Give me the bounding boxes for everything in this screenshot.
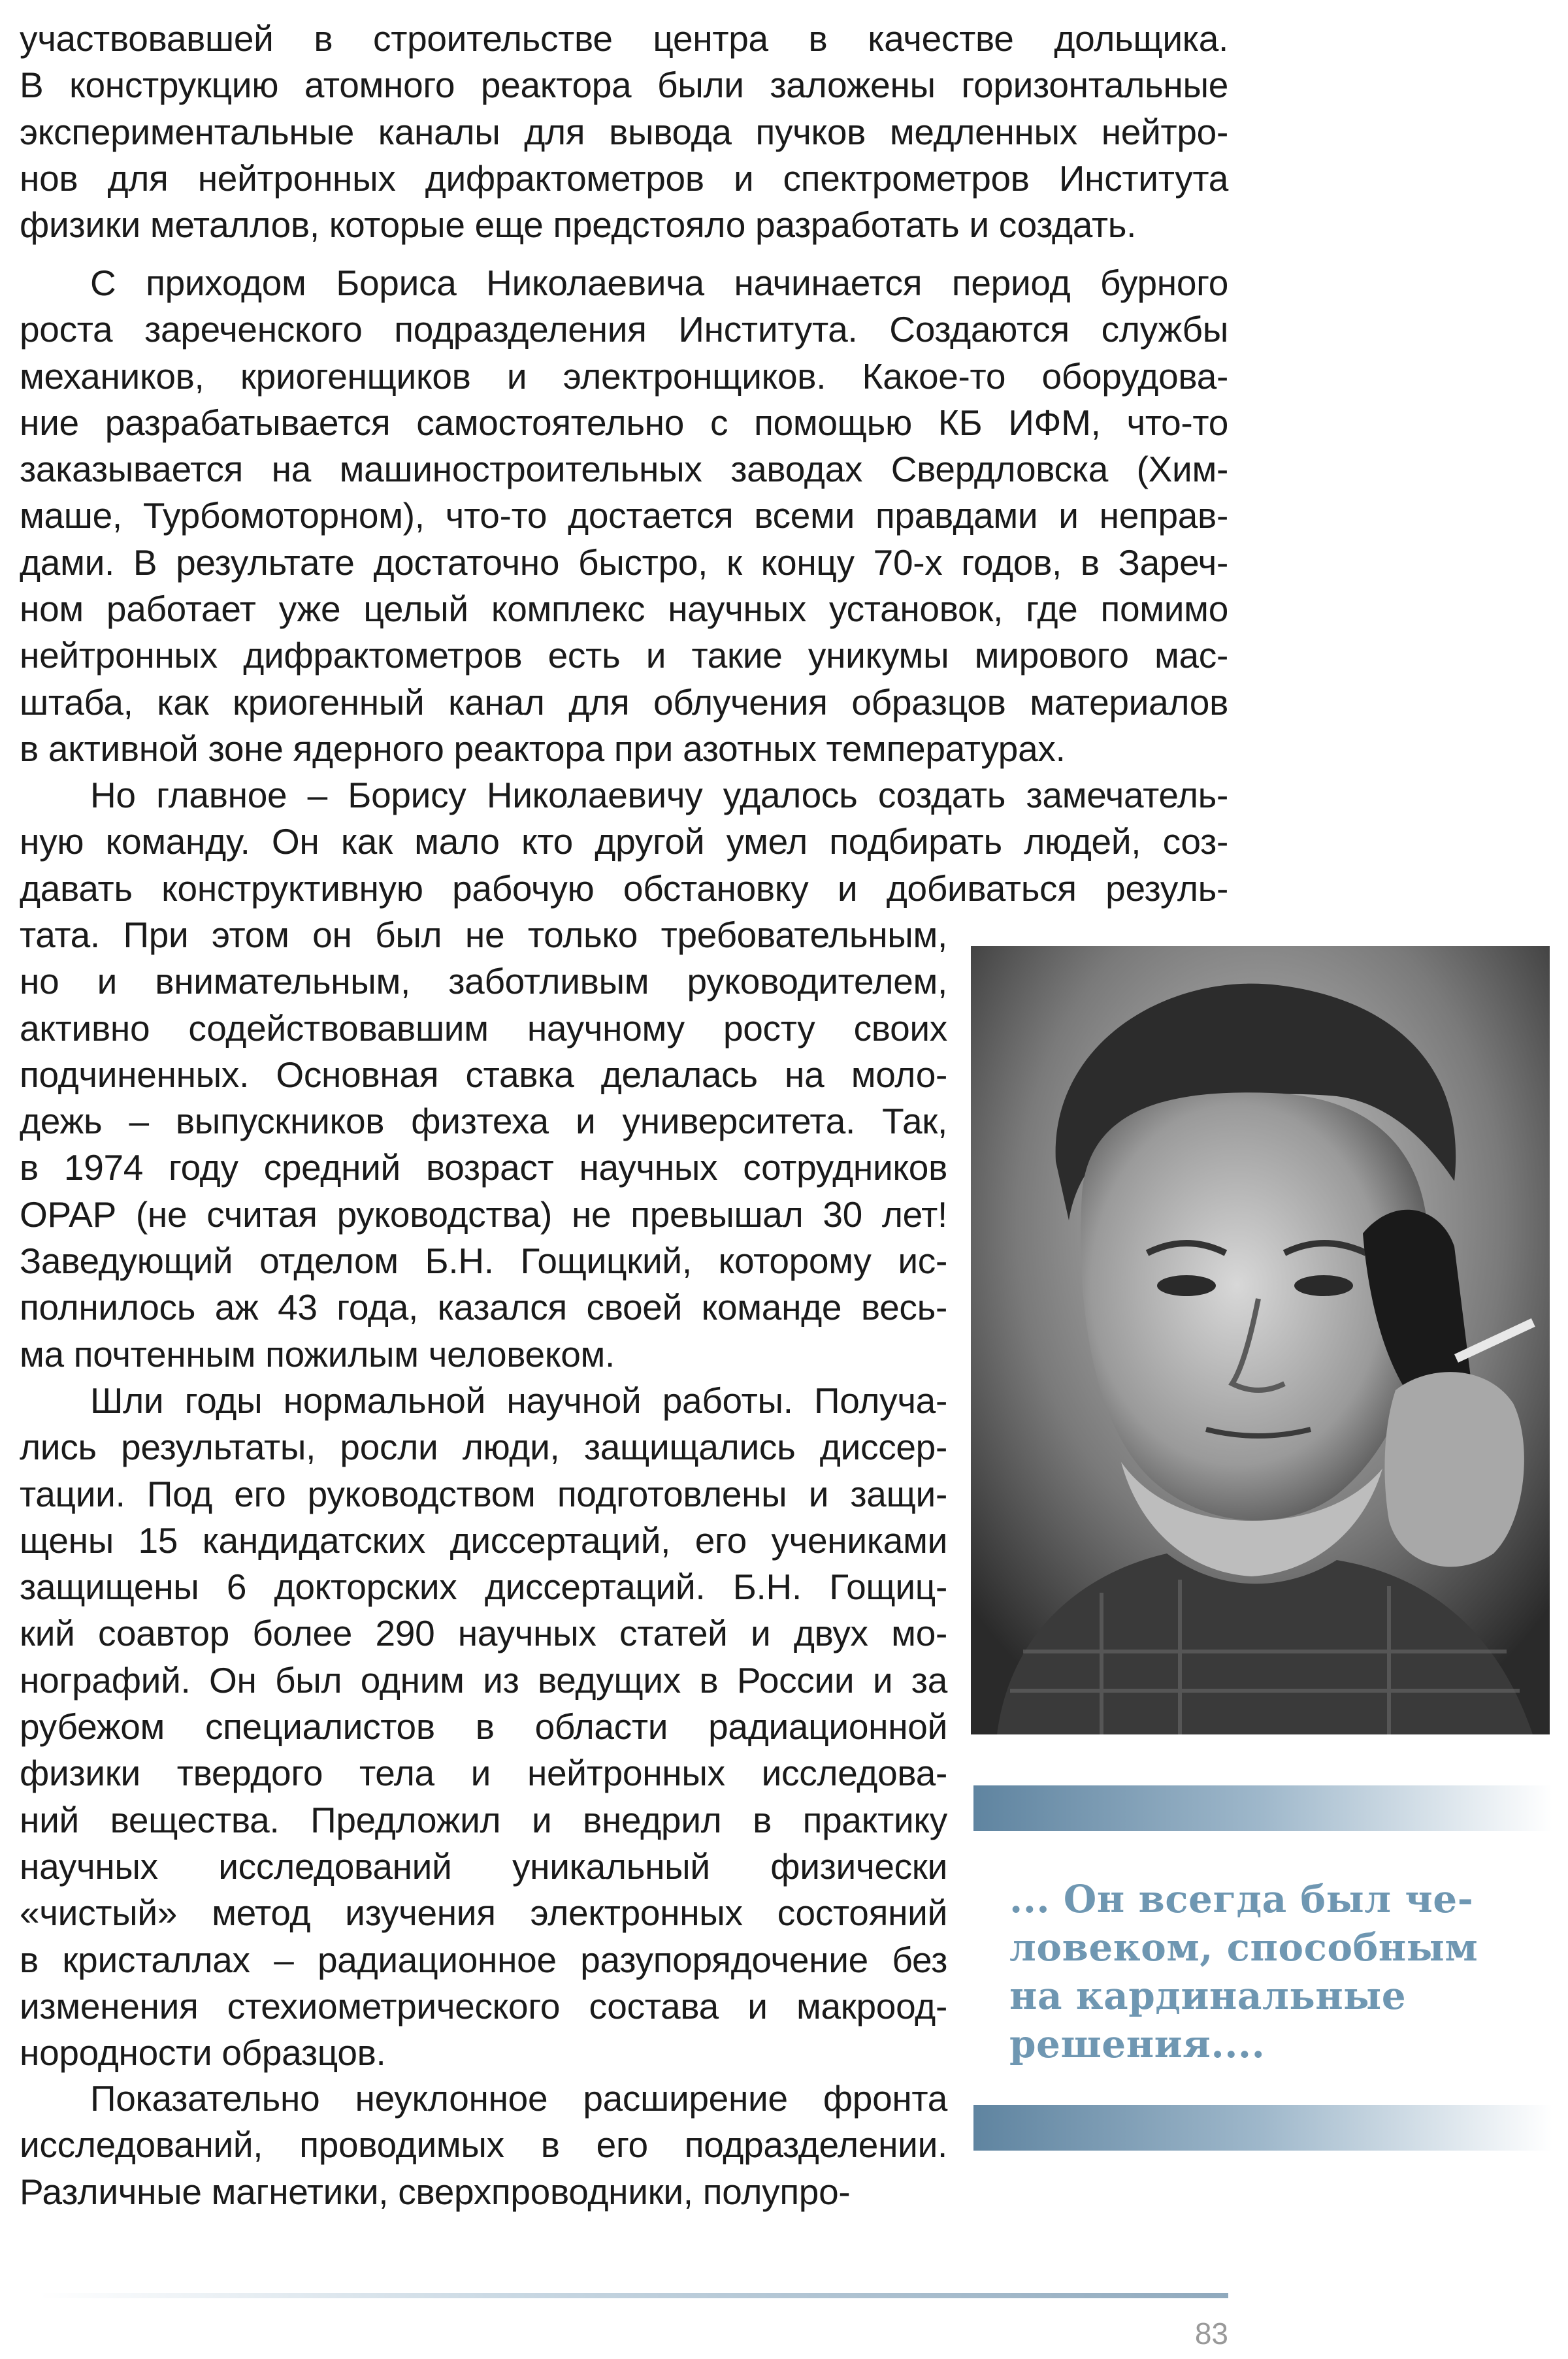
text-line: участвовавшей в строительстве центра в качестве дольщика. (20, 18, 1228, 59)
text-line: С приходом Бориса Николаевича начинается период бурного (90, 263, 1228, 303)
text-line: ние разрабатывается самостоятельно с помощью КБ ИФМ, что-то (20, 402, 1228, 443)
text-line: подчиненных. Основная ставка делалась на моло- (20, 1054, 947, 1095)
text-line: экспериментальные каналы для вывода пучков медленных нейтро- (20, 111, 1228, 152)
text-line: маше, Турбомоторном), что-то достается всеми правдами и неправ- (20, 495, 1228, 536)
text-line: заказывается на машиностроительных заводах Свердловска (Хим- (20, 449, 1228, 490)
pull-quote-line: ... Он всегда был че- (1009, 1877, 1474, 1921)
pull-quote-line: ловеком, способным (1009, 1925, 1478, 1970)
text-line: тации. Под его руководством подготовлены и защи- (20, 1473, 947, 1514)
text-line: физики металлов, которые еще предстояло разработать и создать. (20, 204, 1137, 246)
text-line: нородности образцов. (20, 2032, 386, 2074)
text-line: Заведующий отделом Б.Н. Гощицкий, которому ис- (20, 1241, 947, 1282)
pull-quote-line: на кардинальные (1009, 1974, 1407, 2018)
text-line: роста зареченского подразделения Института. Создаются службы (20, 309, 1228, 350)
text-line: давать конструктивную рабочую обстановку и добиваться резуль- (20, 868, 1228, 909)
text-line: «чистый» метод изучения электронных состояний (20, 1893, 947, 1934)
text-line: тата. При этом он был не только требовательным, (20, 915, 947, 955)
text-line: дежь – выпускников физтеха и университета. Так, (20, 1101, 947, 1142)
pull-quote (1009, 1875, 1545, 2068)
text-line: в кристаллах – радиационное разупорядочение без (20, 1939, 947, 1980)
text-line: Показательно неуклонное расширение фронта (90, 2078, 947, 2119)
text-line: Шли годы нормальной научной работы. Получа- (90, 1380, 947, 1421)
text-line: щены 15 кандидатских диссертаций, его учениками (20, 1520, 947, 1561)
text-line: защищены 6 докторских диссертаций. Б.Н. Гощиц- (20, 1567, 947, 1608)
text-line: нейтронных дифрактометров есть и такие уникумы мирового мас- (20, 635, 1228, 676)
paragraph-1 (20, 16, 1228, 248)
text-line: ний вещества. Предложил и внедрил в практику (20, 1799, 947, 1840)
text-line: Но главное – Борису Николаевичу удалось создать замечатель- (90, 775, 1228, 815)
quote-band-top (973, 1785, 1552, 1831)
text-line: физики твердого тела и нейтронных исследова- (20, 1753, 947, 1794)
paragraph-5 (20, 2075, 947, 2215)
text-line: ОРАР (не считая руководства) не превышал 30 лет! (20, 1194, 947, 1235)
text-line: нов для нейтронных дифрактометров и спектрометров Института (20, 157, 1228, 199)
text-line: изменения стехиометрического состава и макроод- (20, 1985, 947, 2026)
text-line: В конструкцию атомного реактора были заложены горизонтальные (20, 65, 1228, 106)
text-line: лись результаты, росли люди, защищались диссер- (20, 1427, 947, 1468)
text-line: в активной зоне ядерного реактора при азотных температурах. (20, 728, 1066, 769)
text-line: но и внимательным, заботливым руководителем, (20, 961, 947, 1002)
text-line: штаба, как криогенный канал для облучения образцов материалов (20, 681, 1228, 723)
portrait-illustration (971, 946, 1550, 1734)
paragraph-4 (20, 1378, 947, 2076)
text-line: механиков, криогенщиков и электронщиков. Какое-то оборудова- (20, 355, 1228, 397)
footer-rule (39, 2293, 1228, 2298)
text-line: дами. В результате достаточно быстро, к концу 70-х годов, в Зареч- (20, 542, 1228, 583)
text-line: полнилось аж 43 года, казался своей команде весь- (20, 1287, 947, 1328)
text-line: Различные магнетики, сверхпроводники, полупро- (20, 2171, 851, 2212)
page-number: 83 (1194, 2317, 1228, 2351)
text-line: ма почтенным пожилым человеком. (20, 1333, 615, 1375)
text-line: ном работает уже целый комплекс научных установок, где помимо (20, 589, 1228, 630)
paragraph-3 (20, 772, 1228, 912)
text-line: кий соавтор более 290 научных статей и двух мо- (20, 1613, 947, 1654)
text-line: исследований, проводимых в его подразделении. (20, 2124, 947, 2166)
text-line: нографий. Он был одним из ведущих в России и за (20, 1659, 947, 1700)
text-line: в 1974 году средний возраст научных сотрудников (20, 1147, 947, 1188)
paragraph-3-continued (20, 912, 947, 1378)
text-line: активно содействовавшим научному росту своих (20, 1007, 947, 1049)
pull-quote-line: решения.... (1009, 2022, 1266, 2066)
portrait-photo (971, 946, 1550, 1734)
text-line: рубежом специалистов в области радиационной (20, 1706, 947, 1748)
text-line: ную команду. Он как мало кто другой умел подбирать людей, соз- (20, 821, 1228, 862)
quote-band-bottom (973, 2105, 1552, 2151)
paragraph-2 (20, 260, 1228, 772)
text-line: научных исследований уникальный физически (20, 1846, 947, 1887)
